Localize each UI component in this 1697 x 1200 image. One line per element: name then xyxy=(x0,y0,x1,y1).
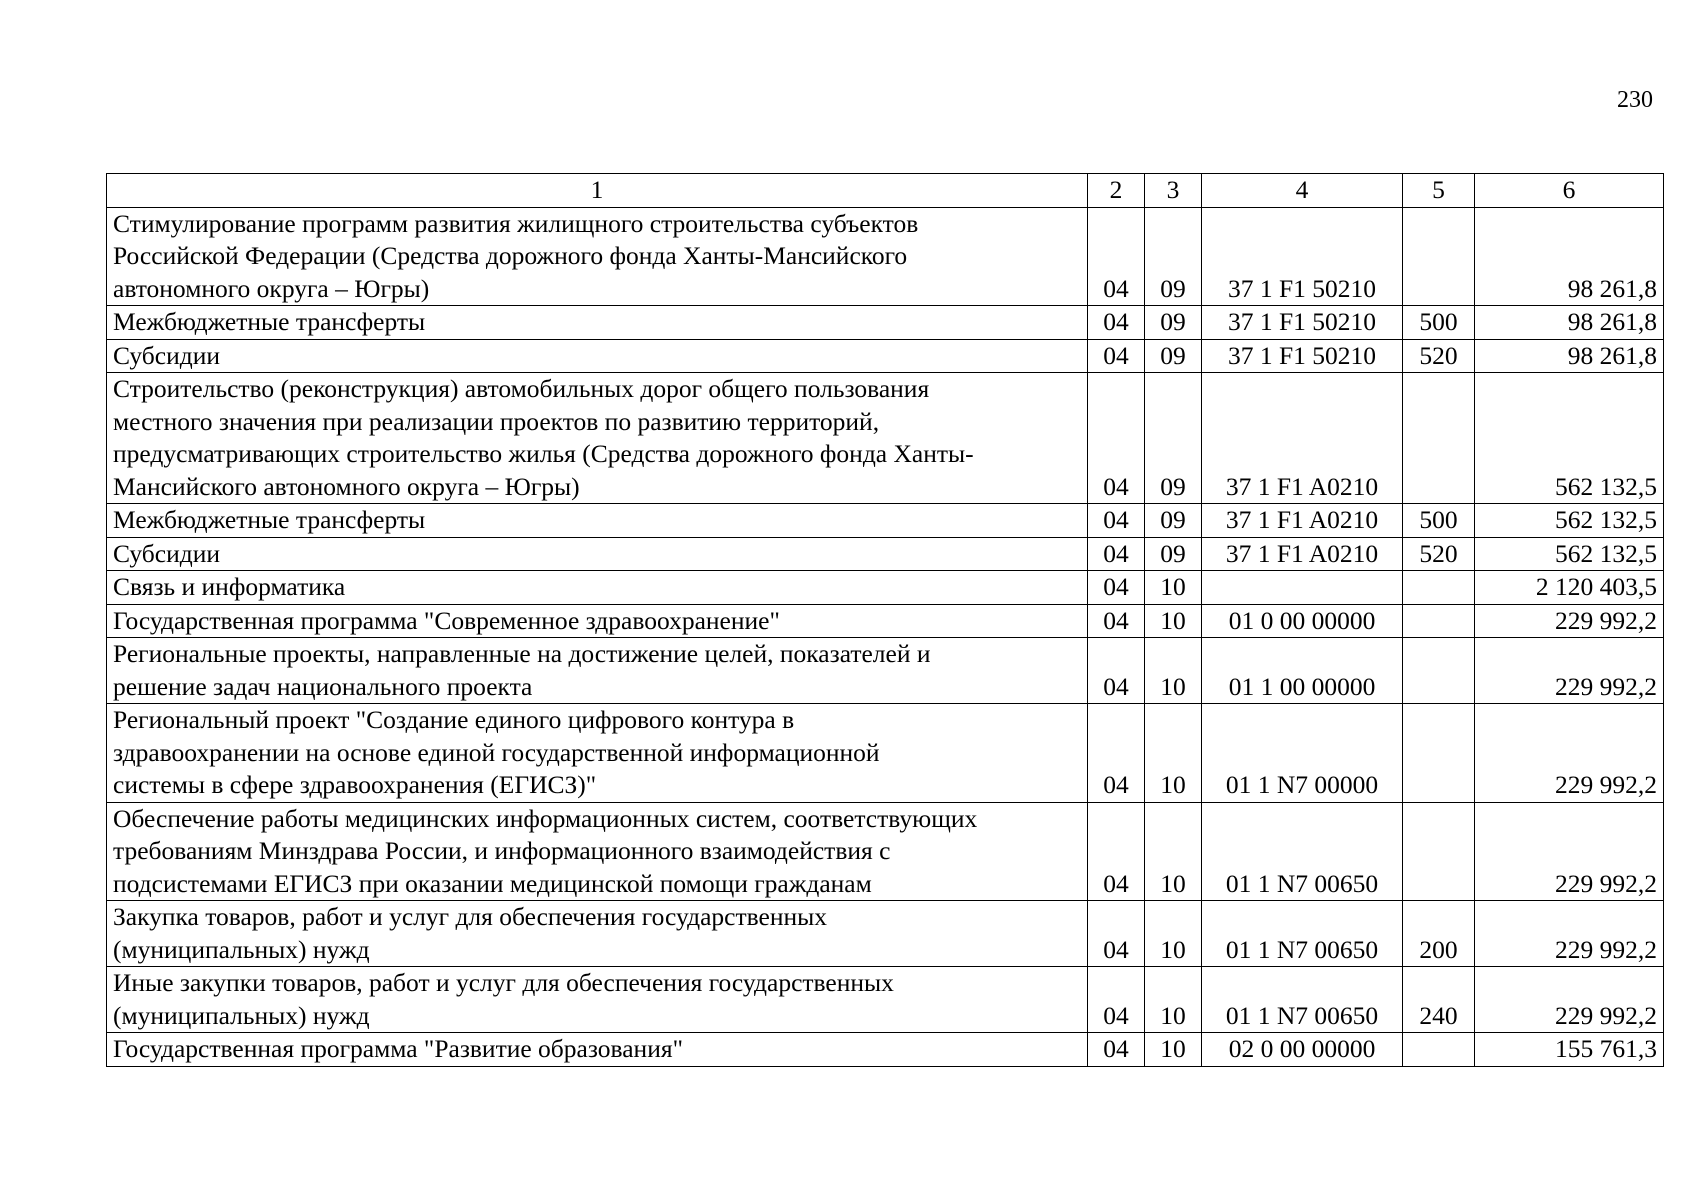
table-row xyxy=(107,207,1664,306)
subsection-code: 09 xyxy=(1145,537,1202,571)
amount: 229 992,2 xyxy=(1475,967,1664,1033)
table-row xyxy=(107,306,1664,340)
expense-type-code: 500 xyxy=(1403,306,1475,340)
row-name-line: Связь и информатика xyxy=(113,572,346,601)
target-item-code: 01 1 N7 00000 xyxy=(1202,704,1403,803)
subsection-code: 09 xyxy=(1145,504,1202,538)
expense-type-code: 240 xyxy=(1403,967,1475,1033)
row-name-line: Межбюджетные трансферты xyxy=(113,307,426,336)
row-name-line: предусматривающих строительство жилья (Средства дорожного фонда Ханты- xyxy=(113,439,974,468)
expense-type-code: 200 xyxy=(1403,901,1475,967)
row-name-line: Закупка товаров, работ и услуг для обеспечения государственных xyxy=(113,902,828,931)
row-name-line: Российской Федерации (Средства дорожного фонда Ханты-Мансийского xyxy=(113,241,908,270)
target-item-code: 37 1 F1 50210 xyxy=(1202,306,1403,340)
section-code: 04 xyxy=(1088,373,1145,504)
target-item-code: 37 1 F1 50210 xyxy=(1202,207,1403,306)
row-name xyxy=(107,537,1088,571)
section-code: 04 xyxy=(1088,571,1145,605)
expense-type-code xyxy=(1403,604,1475,638)
row-name-line: решение задач национального проекта xyxy=(113,671,533,701)
row-name-line: (муниципальных) нужд xyxy=(113,934,370,964)
row-name xyxy=(107,604,1088,638)
expense-type-code xyxy=(1403,704,1475,803)
amount: 229 992,2 xyxy=(1475,604,1664,638)
row-name-line: Государственная программа "Современное здравоохранение" xyxy=(113,605,780,635)
table-row xyxy=(107,604,1664,638)
row-name xyxy=(107,1033,1088,1067)
table-header xyxy=(107,174,1664,208)
subsection-code: 10 xyxy=(1145,571,1202,605)
amount: 229 992,2 xyxy=(1475,704,1664,803)
section-code: 04 xyxy=(1088,901,1145,967)
amount: 562 132,5 xyxy=(1475,504,1664,538)
expense-type-code: 520 xyxy=(1403,339,1475,373)
row-name xyxy=(107,339,1088,373)
target-item-code xyxy=(1202,571,1403,605)
row-name xyxy=(107,802,1088,901)
target-item-code: 37 1 F1 A0210 xyxy=(1202,373,1403,504)
row-name-line: Государственная программа "Развитие образования" xyxy=(113,1034,683,1063)
amount: 98 261,8 xyxy=(1475,339,1664,373)
subsection-code: 10 xyxy=(1145,1033,1202,1067)
table-row xyxy=(107,1033,1664,1067)
amount: 155 761,3 xyxy=(1475,1033,1664,1067)
table-row xyxy=(107,537,1664,571)
subsection-code: 10 xyxy=(1145,704,1202,803)
row-name-line: системы в сфере здравоохранения (ЕГИСЗ)" xyxy=(113,770,597,799)
table-body xyxy=(107,207,1664,1066)
target-item-code: 02 0 00 00000 xyxy=(1202,1033,1403,1067)
table-row xyxy=(107,704,1664,803)
row-name xyxy=(107,504,1088,538)
table-row xyxy=(107,967,1664,1033)
subsection-code: 10 xyxy=(1145,967,1202,1033)
row-name xyxy=(107,901,1088,967)
row-name-line: Субсидии xyxy=(113,340,220,370)
section-code: 04 xyxy=(1088,802,1145,901)
row-name-line: Стимулирование программ развития жилищного строительства субъектов xyxy=(113,208,919,238)
section-code: 04 xyxy=(1088,967,1145,1033)
expense-type-code xyxy=(1403,802,1475,901)
section-code: 04 xyxy=(1088,1033,1145,1067)
subsection-code: 10 xyxy=(1145,604,1202,638)
row-name-line: Строительство (реконструкция) автомобильных дорог общего пользования xyxy=(113,374,930,403)
row-name xyxy=(107,571,1088,605)
subsection-code: 10 xyxy=(1145,901,1202,967)
target-item-code: 37 1 F1 50210 xyxy=(1202,339,1403,373)
target-item-code: 01 1 00 00000 xyxy=(1202,638,1403,704)
row-name xyxy=(107,373,1088,504)
amount: 229 992,2 xyxy=(1475,901,1664,967)
section-code: 04 xyxy=(1088,704,1145,803)
row-name-line: автономного округа – Югры) xyxy=(113,273,430,303)
target-item-code: 37 1 F1 A0210 xyxy=(1202,504,1403,538)
section-code: 04 xyxy=(1088,638,1145,704)
row-name-line: Мансийского автономного округа – Югры) xyxy=(113,471,580,501)
row-name-line: Иные закупки товаров, работ и услуг для обеспечения государственных xyxy=(113,968,894,997)
amount: 229 992,2 xyxy=(1475,638,1664,704)
row-name-line: здравоохранении на основе единой государственной информационной xyxy=(113,737,880,767)
section-code: 04 xyxy=(1088,339,1145,373)
table-row xyxy=(107,504,1664,538)
page-number: 230 xyxy=(1617,87,1653,113)
target-item-code: 37 1 F1 A0210 xyxy=(1202,537,1403,571)
section-code: 04 xyxy=(1088,537,1145,571)
table-row xyxy=(107,571,1664,605)
expense-type-code xyxy=(1403,207,1475,306)
row-name xyxy=(107,638,1088,704)
row-name-line: Субсидии xyxy=(113,538,220,568)
row-name-line: Межбюджетные трансферты xyxy=(113,505,426,534)
target-item-code: 01 1 N7 00650 xyxy=(1202,901,1403,967)
subsection-code: 10 xyxy=(1145,802,1202,901)
row-name-line: Обеспечение работы медицинских информационных систем, соответствующих xyxy=(113,803,978,833)
target-item-code: 01 1 N7 00650 xyxy=(1202,967,1403,1033)
section-code: 04 xyxy=(1088,604,1145,638)
table-row xyxy=(107,373,1664,504)
section-code: 04 xyxy=(1088,504,1145,538)
target-item-code: 01 1 N7 00650 xyxy=(1202,802,1403,901)
amount: 98 261,8 xyxy=(1475,207,1664,306)
amount: 562 132,5 xyxy=(1475,373,1664,504)
row-name xyxy=(107,207,1088,306)
row-name-line: подсистемами ЕГИСЗ при оказании медицинской помощи гражданам xyxy=(113,868,872,898)
section-code: 04 xyxy=(1088,207,1145,306)
row-name xyxy=(107,704,1088,803)
expense-type-code xyxy=(1403,1033,1475,1067)
subsection-code: 10 xyxy=(1145,638,1202,704)
row-name xyxy=(107,306,1088,340)
column-header-1: 1 xyxy=(107,174,1088,208)
row-name xyxy=(107,967,1088,1033)
amount: 98 261,8 xyxy=(1475,306,1664,340)
section-code: 04 xyxy=(1088,306,1145,340)
expense-type-code xyxy=(1403,571,1475,605)
column-header-4: 4 xyxy=(1202,174,1403,208)
subsection-code: 09 xyxy=(1145,207,1202,306)
column-header-2: 2 xyxy=(1088,174,1145,208)
row-name-line: требованиям Минздрава России, и информационного взаимодействия с xyxy=(113,836,891,865)
amount: 2 120 403,5 xyxy=(1475,571,1664,605)
row-name-line: Региональные проекты, направленные на достижение целей, показателей и xyxy=(113,639,931,668)
column-header-6: 6 xyxy=(1475,174,1664,208)
amount: 562 132,5 xyxy=(1475,537,1664,571)
column-header-5: 5 xyxy=(1403,174,1475,208)
table-row xyxy=(107,802,1664,901)
header-row xyxy=(107,174,1664,208)
amount: 229 992,2 xyxy=(1475,802,1664,901)
row-name-line: местного значения при реализации проектов по развитию территорий, xyxy=(113,406,880,436)
budget-table xyxy=(106,173,1664,1067)
expense-type-code xyxy=(1403,373,1475,504)
expense-type-code xyxy=(1403,638,1475,704)
row-name-line: Региональный проект "Создание единого цифрового контура в xyxy=(113,705,795,734)
expense-type-code: 520 xyxy=(1403,537,1475,571)
expense-type-code: 500 xyxy=(1403,504,1475,538)
subsection-code: 09 xyxy=(1145,306,1202,340)
row-name-line: (муниципальных) нужд xyxy=(113,1000,370,1030)
table-row xyxy=(107,638,1664,704)
target-item-code: 01 0 00 00000 xyxy=(1202,604,1403,638)
table-row xyxy=(107,901,1664,967)
subsection-code: 09 xyxy=(1145,339,1202,373)
subsection-code: 09 xyxy=(1145,373,1202,504)
column-header-3: 3 xyxy=(1145,174,1202,208)
table-row xyxy=(107,339,1664,373)
